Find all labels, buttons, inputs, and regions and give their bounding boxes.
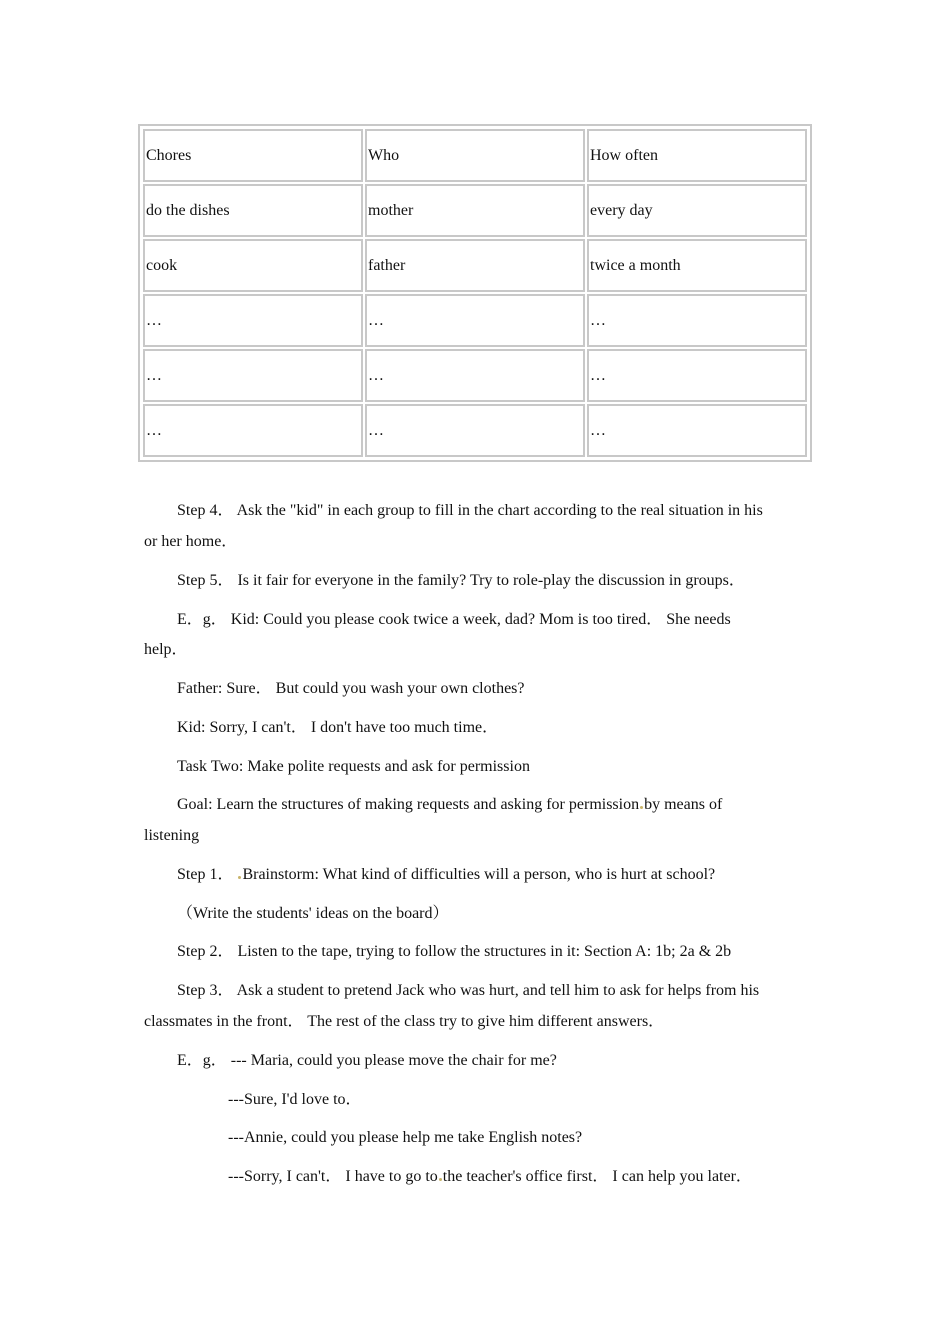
table-cell: every day xyxy=(587,184,807,237)
table-header-cell: Chores xyxy=(143,129,363,182)
table-cell: … xyxy=(143,349,363,402)
task-two-heading: Task Two: Make polite requests and ask for permission xyxy=(177,758,530,775)
table-cell: … xyxy=(587,349,807,402)
dialogue-line1: ---Sure, I'd love to． xyxy=(228,1091,362,1108)
table-cell: … xyxy=(365,404,585,457)
table-cell: … xyxy=(587,294,807,347)
table-row xyxy=(143,294,807,347)
table-cell: mother xyxy=(365,184,585,237)
table-row xyxy=(143,349,807,402)
write-ideas-line: （Write the students' ideas on the board） xyxy=(177,905,449,922)
table-row xyxy=(143,184,807,237)
step1-text: Brainstorm: What kind of difficulties will a person, who is hurt at school? xyxy=(242,866,716,883)
goal-text-part2: by means of xyxy=(644,796,723,813)
mark-dot xyxy=(238,876,241,879)
step1-label: Step 1． xyxy=(177,866,234,883)
table-cell: father xyxy=(365,239,585,292)
table-header-row xyxy=(143,129,807,182)
table-cell: … xyxy=(143,294,363,347)
table-cell: … xyxy=(365,349,585,402)
goal-line2: listening xyxy=(144,827,200,844)
table-row xyxy=(143,404,807,457)
step3-line2: classmates in the front． The rest of the class try to give him different answers． xyxy=(144,1013,665,1030)
step5-line: Step 5． Is it fair for everyone in the family? Try to role-play the discussion in groups． xyxy=(177,572,745,589)
chores-table xyxy=(138,124,812,462)
example1-line1: E．g． Kid: Could you please cook twice a week, dad? Mom is too tired． She needs xyxy=(177,611,731,628)
table-cell: do the dishes xyxy=(143,184,363,237)
step1-line xyxy=(177,865,715,885)
goal-text-part1: Goal: Learn the structures of making requests and asking for permission xyxy=(177,796,640,813)
example1-line2: help． xyxy=(144,641,188,658)
table-row xyxy=(143,239,807,292)
kid-line: Kid: Sorry, I can't． I don't have too much time． xyxy=(177,719,499,736)
example2-line: E．g． --- Maria, could you please move the chair for me? xyxy=(177,1052,557,1069)
father-line: Father: Sure． But could you wash your own clothes? xyxy=(177,680,525,697)
table-cell: cook xyxy=(143,239,363,292)
step4-line2: or her home． xyxy=(144,533,238,550)
goal-line1 xyxy=(177,795,722,815)
mark-dot xyxy=(439,1178,442,1181)
table-cell: twice a month xyxy=(587,239,807,292)
table-header-cell: How often xyxy=(587,129,807,182)
dialogue-line2: ---Annie, could you please help me take English notes? xyxy=(228,1129,583,1146)
step2-line: Step 2． Listen to the tape, trying to follow the structures in it: Section A: 1b; 2a & 2b xyxy=(177,943,732,960)
table-cell: … xyxy=(587,404,807,457)
dialogue-line3-part2: the teacher's office first． I can help you later． xyxy=(442,1168,752,1185)
table-cell: … xyxy=(365,294,585,347)
dialogue-line3-part1: ---Sorry, I can't． I have to go to xyxy=(228,1168,438,1185)
step3-line1: Step 3． Ask a student to pretend Jack who was hurt, and tell him to ask for helps from his xyxy=(177,982,760,999)
table-cell: … xyxy=(143,404,363,457)
mark-dot xyxy=(640,806,643,809)
table-header-cell: Who xyxy=(365,129,585,182)
dialogue-line3 xyxy=(228,1167,752,1187)
step4-line1: Step 4． Ask the "kid" in each group to fill in the chart according to the real situation in his xyxy=(177,502,763,519)
